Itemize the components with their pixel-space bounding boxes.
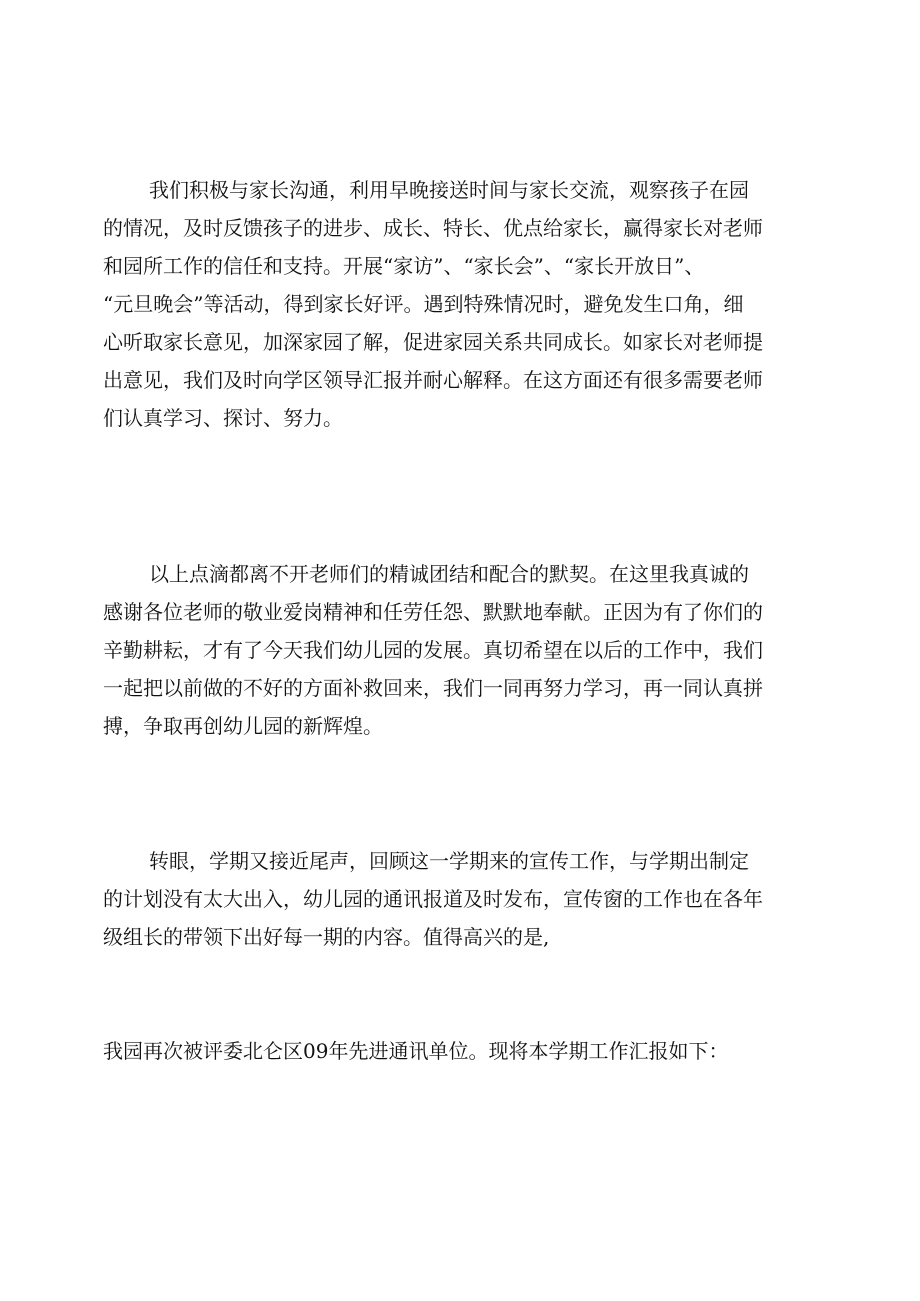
text-line: 和园所工作的信任和支持。开展“家访”、“家长会”、“家长开放日”、 bbox=[103, 254, 705, 278]
text-line: 辛勤耕耘，才有了今天我们幼儿园的发展。真切希望在以后的工作中，我们 bbox=[103, 638, 763, 662]
text-line: 转眼，学期又接近尾声，回顾这一学期来的宣传工作，与学期出制定 bbox=[149, 849, 749, 873]
text-line: “元旦晚会”等活动，得到家长好评。遇到特殊情况时，避免发生口角，细 bbox=[103, 292, 744, 316]
text-line: 以上点滴都离不开老师们的精诚团结和配合的默契。在这里我真诚的 bbox=[149, 562, 749, 586]
text-line: 一起把以前做的不好的方面补救回来，我们一同再努力学习，再一同认真拼 bbox=[103, 676, 763, 700]
paragraph-parent-communication bbox=[103, 171, 823, 437]
paragraph-publicity-work bbox=[103, 842, 823, 956]
text-line: 的计划没有太大出入，幼儿园的通讯报道及时发布，宣传窗的工作也在各年 bbox=[103, 887, 763, 911]
paragraph-award-report bbox=[103, 1032, 823, 1070]
text-line: 我园再次被评委北仑区09年先进通讯单位。现将本学期工作汇报如下： bbox=[103, 1039, 729, 1063]
text-line: 级组长的带领下出好每一期的内容。值得高兴的是, bbox=[103, 925, 550, 949]
text-line: 的情况，及时反馈孩子的进步、成长、特长、优点给家长，赢得家长对老师 bbox=[103, 216, 763, 240]
paragraph-thanks-teachers bbox=[103, 555, 823, 745]
text-line: 我们积极与家长沟通，利用早晚接送时间与家长交流，观察孩子在园 bbox=[149, 178, 749, 202]
text-line: 出意见，我们及时向学区领导汇报并耐心解释。在这方面还有很多需要老师 bbox=[103, 368, 763, 392]
text-line: 感谢各位老师的敬业爱岗精神和任劳任怨、默默地奉献。正因为有了你们的 bbox=[103, 600, 763, 624]
text-line: 们认真学习、探讨、努力。 bbox=[103, 406, 343, 430]
text-line: 心听取家长意见，加深家园了解，促进家园关系共同成长。如家长对老师提 bbox=[103, 330, 763, 354]
text-line: 搏，争取再创幼儿园的新辉煌。 bbox=[103, 714, 383, 738]
